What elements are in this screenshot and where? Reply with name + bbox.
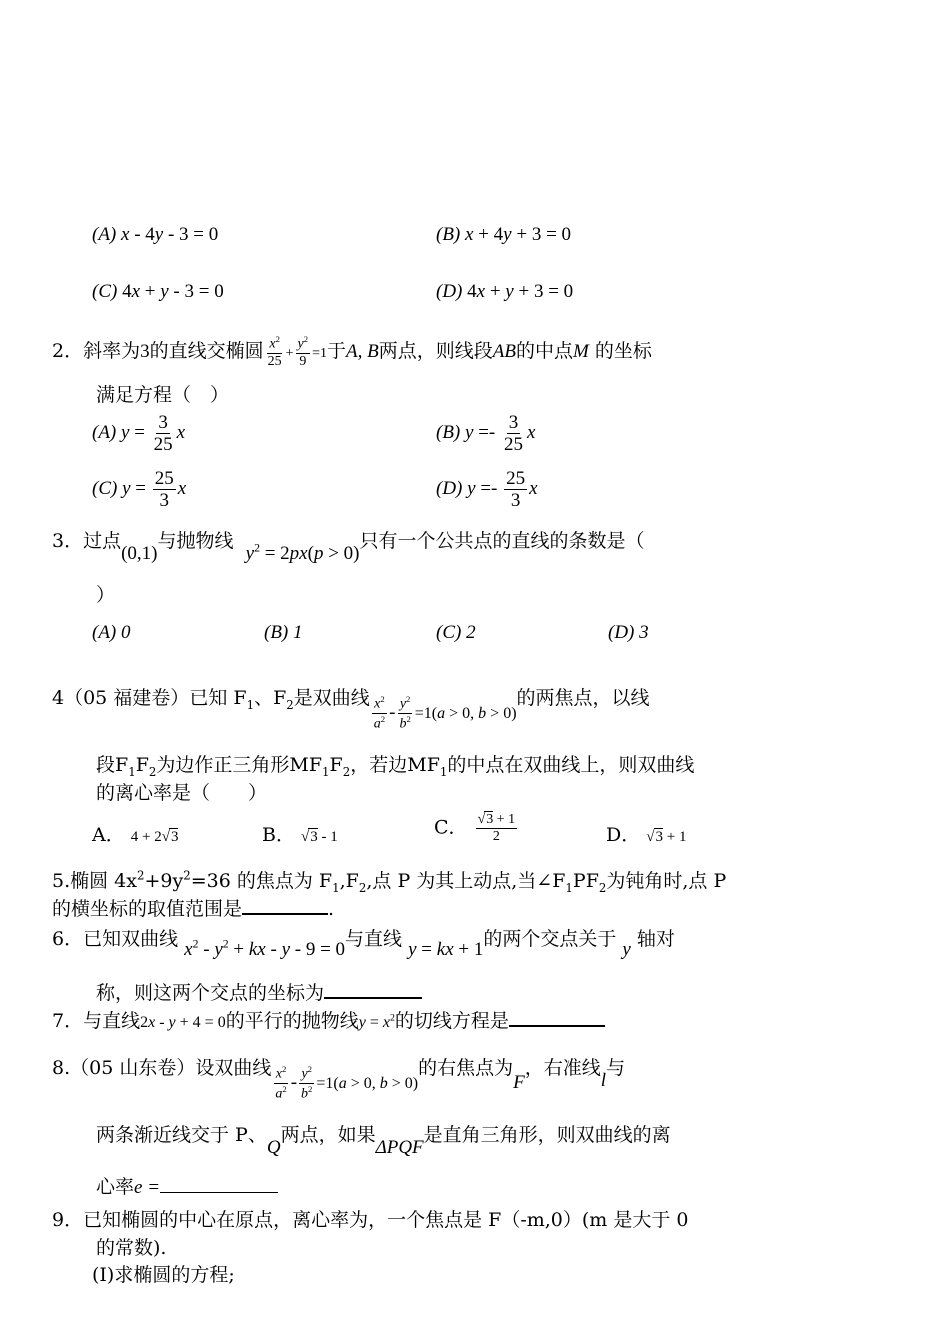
q2-option-a: (A) y = $\frac{3}{25}$ x — [92, 412, 186, 455]
q1-option-a: (A) x - 4y - 3 = 0 — [92, 224, 219, 245]
answer-blank[interactable] — [324, 997, 422, 999]
q4-option-c: C． $\frac{√3 + 1}{2}$ — [434, 812, 516, 844]
q4-stem-line2: 段$F_1F_2$为边作正三角形$MF_1F_2$，若边$MF_1$的中点在双曲线上，则双曲线 — [96, 754, 695, 779]
q9-stem-line2: 的常数). — [96, 1237, 167, 1259]
hyperbola-equation-q8: $\frac{x^2}{a^2}$ — [275, 1064, 287, 1102]
q2-option-b: (B) y =- $\frac{3}{25}$ x — [436, 412, 536, 455]
q3-option-a: (A) 0 — [92, 622, 131, 643]
answer-blank[interactable] — [509, 1025, 605, 1027]
q1-option-d: (D) 4x + y + 3 = 0 — [436, 281, 574, 302]
line-equation-q6: y = kx + 1 — [408, 939, 484, 960]
q5-stem-line2: 的横坐标的取值范围是 . — [52, 898, 335, 920]
q4-stem-line3: 的离心率是（ ） — [96, 782, 268, 804]
q5-stem: 5.椭圆 $4x^2+9y^2=36$ 的焦点为 $F_1,F_2$,点 P 为其上动点,当$\angle F_1PF_2$为钝角时,点 P — [52, 868, 727, 895]
q1-option-b: (B) x + 4y + 3 = 0 — [436, 224, 572, 245]
hyperbola-equation: $\frac{x^2}{a^2}$ — [373, 694, 386, 732]
answer-blank[interactable] — [160, 1192, 278, 1193]
q4-option-a: A． 4 + 2√3 — [92, 824, 179, 846]
q4-stem: 4（05 福建卷）已知 $F_1$、$F_2$是双曲线 $\frac{x^2}{a^2}$ - $\frac{y^2}{b^2}$ $_{=1(a > 0, b > 0)}$的两焦点，以线 — [52, 687, 650, 732]
q9-part-1: (Ⅰ)求椭圆的方程; — [92, 1264, 235, 1286]
q2-option-d: (D) y =- $\frac{25}{3}$ x — [436, 468, 538, 511]
q9-stem: 9．已知椭圆的中心在原点，离心率为，一个焦点是 F（-m,0）(m 是大于 0 — [52, 1209, 689, 1231]
q3-stem-line2: ） — [96, 584, 116, 606]
q2-option-c: (C) y = $\frac{25}{3}$ x — [92, 468, 187, 511]
parabola-equation: $y^2 = 2px(p > 0)$ — [245, 541, 360, 564]
q6-stem: 6．已知双曲线 $x^2 - y^2$ + kx - y - 9 = 0与直线 y = kx + 1的两个交点关于 y 轴对 — [52, 928, 675, 960]
q8-stem-line2: 两条渐近线交于 P、Q两点，如果ΔPQF是直角三角形，则双曲线的离 — [96, 1124, 671, 1158]
q7-stem: 7．与直线2x - y + 4 = 0的平行的抛物线$y = x^2$的切线方程是 — [52, 1006, 605, 1033]
answer-blank[interactable] — [242, 913, 328, 915]
q1-option-c: (C) 4x + y - 3 = 0 — [92, 281, 224, 302]
q8-stem-line3: 心率e = — [96, 1172, 278, 1199]
q3-option-c: (C) 2 — [436, 622, 476, 643]
q3-stem: 3．过点(0,1)与抛物线 $y^2 = 2px(p > 0)$只有一个公共点的直线的条数是（ — [52, 530, 645, 564]
q4-option-d: D． √3 + 1 — [606, 824, 687, 846]
q3-option-d: (D) 3 — [608, 622, 649, 643]
q8-stem: 8.（05 山东卷）设双曲线 $\frac{x^2}{a^2}$ - $\frac{y^2}{b^2}$ $_{=1(a > 0, b > 0)}$的右焦点为F，右准线l与 — [52, 1057, 626, 1102]
q4-option-b: B． √3 - 1 — [262, 824, 338, 846]
q3-option-b: (B) 1 — [264, 622, 303, 643]
hyperbola-equation-q6: $x^2 - y^2$ + kx - y - 9 = 0 — [184, 937, 346, 960]
q2-stem: 2．斜率为3的直线交椭圆 $\frac{x^2}{25}$ + $\frac{y^2}{9}$ =1于A, B两点，则线段AB的中点M 的坐标 — [52, 334, 652, 369]
ellipse-equation: $\frac{x^2}{25}$ — [267, 334, 282, 369]
q2-stem-line2: 满足方程（ ） — [96, 384, 230, 406]
q6-stem-line2: 称，则这两个交点的坐标为 — [96, 978, 422, 1005]
